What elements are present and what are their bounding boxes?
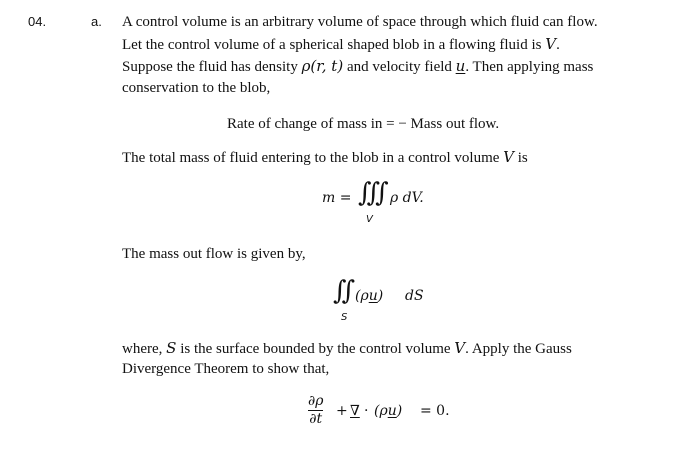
flux-open: (ρ <box>374 403 388 419</box>
fraction-numerator: ∂ρ <box>308 393 324 409</box>
equation-lhs: m = <box>322 190 352 206</box>
intro-text: Suppose the fluid has density <box>122 59 302 75</box>
triple-integral-sign: ∭ <box>358 178 380 208</box>
velocity-symbol: u <box>455 57 466 75</box>
question-part: a. <box>91 14 102 29</box>
dot-operator: · <box>364 403 369 419</box>
plus-sign: + <box>336 403 348 419</box>
velocity-symbol: u <box>368 288 378 304</box>
conservation-statement: Rate of change of mass in = − Mass out flow. <box>227 116 500 132</box>
total-mass-text: is <box>514 150 528 166</box>
fraction-denominator: ∂t <box>309 411 323 427</box>
intro-text: and velocity field <box>343 59 456 75</box>
volume-symbol: V <box>545 35 557 53</box>
integral-subscript: S <box>341 312 348 323</box>
intro-line-4: conservation to the blob, <box>122 80 271 96</box>
flux-term <box>355 288 383 305</box>
partial-derivative-fraction <box>308 394 323 427</box>
where-text: where, <box>122 341 167 357</box>
integrand: ρ dV. <box>390 190 424 206</box>
flux-close: ) <box>377 288 384 304</box>
intro-text: A control volume is an arbitrary volume of space through which fluid can flow. <box>122 14 598 30</box>
integral-subscript: V <box>366 214 373 225</box>
where-line-1 <box>122 338 572 359</box>
surface-symbol: S <box>166 339 177 357</box>
double-integral-sign: ∬ <box>333 276 347 306</box>
where-line-2: Divergence Theorem to show that, <box>122 361 330 377</box>
flux-open: (ρ <box>355 288 369 304</box>
intro-text: Let the control volume of a spherical shaped blob in a flowing fluid is <box>122 37 546 53</box>
nabla-symbol: ∇ <box>350 403 360 419</box>
question-number: 04. <box>28 14 47 29</box>
where-text: . Apply the Gauss <box>465 341 572 357</box>
velocity-symbol: u <box>387 403 397 419</box>
surface-element: dS <box>405 288 424 304</box>
intro-line-1 <box>122 12 598 32</box>
volume-symbol: V <box>503 148 515 166</box>
flux-close: ) <box>396 403 403 419</box>
total-mass-text: The total mass of fluid entering to the blob in a control volume <box>122 150 504 166</box>
flux-term <box>374 403 402 420</box>
volume-symbol: V <box>454 339 466 357</box>
intro-line-2 <box>122 34 560 55</box>
total-mass-line <box>122 147 528 168</box>
intro-text: . Then applying mass <box>465 59 594 75</box>
equation-rhs: = 0. <box>420 403 450 419</box>
mass-out-line: The mass out flow is given by, <box>122 246 306 262</box>
intro-text: . <box>556 37 560 53</box>
where-text: is the surface bounded by the control volume <box>176 341 455 357</box>
intro-line-3 <box>122 56 593 77</box>
density-symbol: ρ(r, t) <box>301 57 344 75</box>
